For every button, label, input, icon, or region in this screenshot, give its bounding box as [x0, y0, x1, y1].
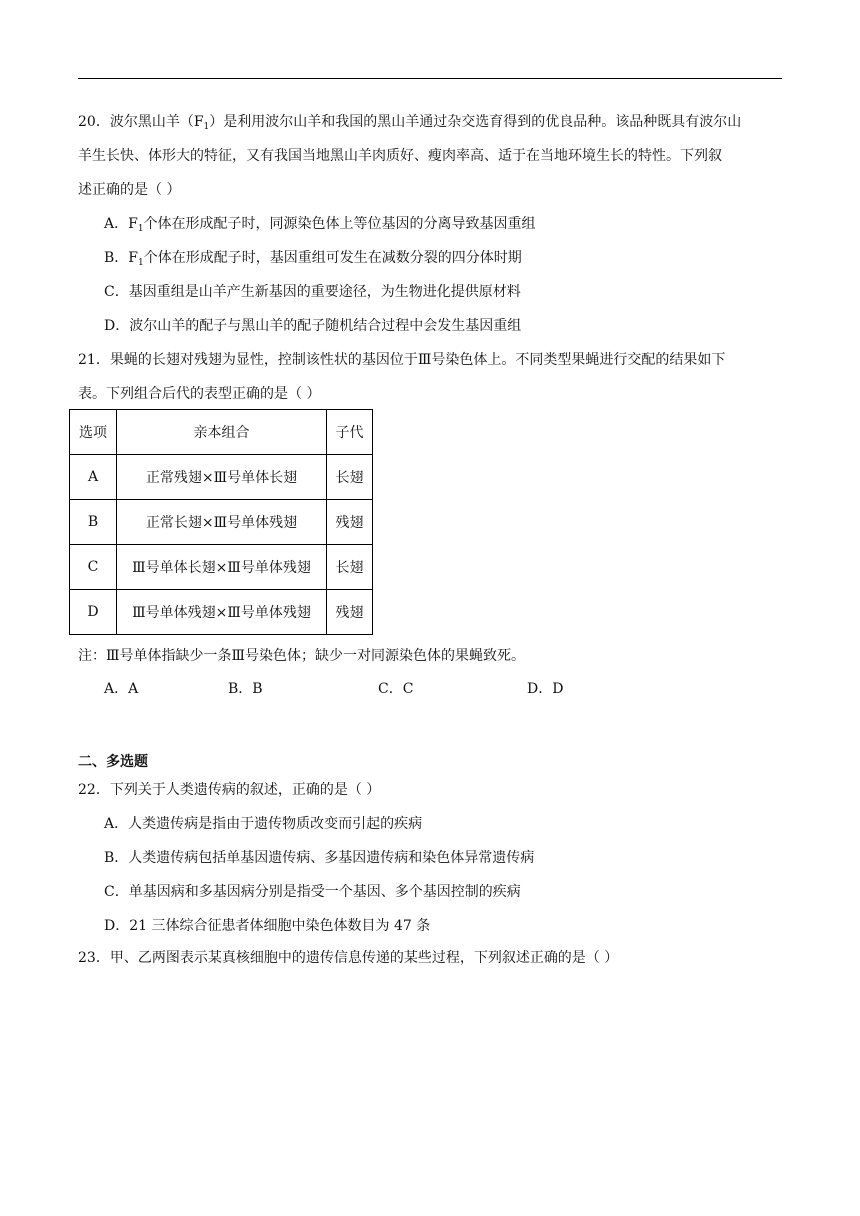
- q21-stem-line2: 表。下列组合后代的表型正确的是（ ）: [78, 386, 321, 402]
- q21-note: 注：Ⅲ号单体指缺少一条Ⅲ号染色体；缺少一对同源染色体的果蝇致死。: [78, 648, 526, 664]
- table-cell: 残翅: [327, 500, 373, 545]
- q21-choice-c[interactable]: C．C: [378, 681, 414, 697]
- q22-stem: 22．下列关于人类遗传病的叙述，正确的是（ ）: [78, 782, 381, 798]
- table-header-row: [70, 410, 373, 455]
- q22-option-c[interactable]: C．单基因病和多基因病分别是指受一个基因、多个基因控制的疾病: [104, 884, 521, 900]
- table-cell: Ⅲ号单体长翅×Ⅲ号单体残翅: [117, 545, 327, 590]
- header-rule: [78, 78, 782, 79]
- q20-stem-line3: 述正确的是（ ）: [78, 182, 181, 198]
- q20-option-d[interactable]: D．波尔山羊的配子与黑山羊的配子随机结合过程中会发生基因重组: [104, 318, 522, 334]
- table-cell: 正常残翅×Ⅲ号单体长翅: [117, 455, 327, 500]
- q20-option-c[interactable]: C．基因重组是山羊产生新基因的重要途径，为生物进化提供原材料: [104, 284, 521, 300]
- table-header-cell: 选项: [70, 410, 117, 455]
- q21-table: [69, 409, 373, 635]
- table-cell: 长翅: [327, 545, 373, 590]
- table-cell: B: [70, 500, 117, 545]
- table-cell: 正常长翅×Ⅲ号单体残翅: [117, 500, 327, 545]
- table-row: [70, 500, 373, 545]
- table-cell: 残翅: [327, 590, 373, 635]
- table-cell: 长翅: [327, 455, 373, 500]
- table-cell: D: [70, 590, 117, 635]
- q22-option-a[interactable]: A．人类遗传病是指由于遗传物质改变而引起的疾病: [104, 816, 423, 832]
- q20-option-a[interactable]: A．$F_1$个体在形成配子时，同源染色体上等位基因的分离导致基因重组: [104, 216, 536, 234]
- q20-option-b[interactable]: B．$F_1$个体在形成配子时，基因重组可发生在减数分裂的四分体时期: [104, 250, 522, 268]
- q23-stem: 23．甲、乙两图表示某真核细胞中的遗传信息传递的某些过程，下列叙述正确的是（ ）: [78, 950, 619, 966]
- q21-choice-b[interactable]: B．B: [228, 681, 263, 697]
- q21-choice-d[interactable]: D．D: [527, 681, 564, 697]
- q20-stem-line2: 羊生长快、体形大的特征，又有我国当地黑山羊肉质好、瘦肉率高、适于在当地环境生长的特性。下列叙: [78, 148, 722, 164]
- section-heading: 二、多选题: [78, 754, 148, 770]
- table-header-cell: 亲本组合: [117, 410, 327, 455]
- table-cell: Ⅲ号单体残翅×Ⅲ号单体残翅: [117, 590, 327, 635]
- table-cell: A: [70, 455, 117, 500]
- q21-choice-a[interactable]: A．A: [104, 681, 139, 697]
- q21-stem-line1: 21．果蝇的长翅对残翅为显性，控制该性状的基因位于Ⅲ号染色体上。不同类型果蝇进行交配的结果如下: [78, 352, 726, 368]
- q22-option-b[interactable]: B．人类遗传病包括单基因遗传病、多基因遗传病和染色体异常遗传病: [104, 850, 535, 866]
- table-row: [70, 590, 373, 635]
- table-row: [70, 455, 373, 500]
- table-header-cell: 子代: [327, 410, 373, 455]
- table-cell: C: [70, 545, 117, 590]
- q20-stem-line1: 20．波尔黑山羊$(F_1)$是利用波尔山羊和我国的黑山羊通过杂交选育得到的优良品种。该品种既具有波尔山: [78, 114, 742, 132]
- table-row: [70, 545, 373, 590]
- q22-option-d[interactable]: D．21 三体综合征患者体细胞中染色体数目为 47 条: [104, 918, 431, 934]
